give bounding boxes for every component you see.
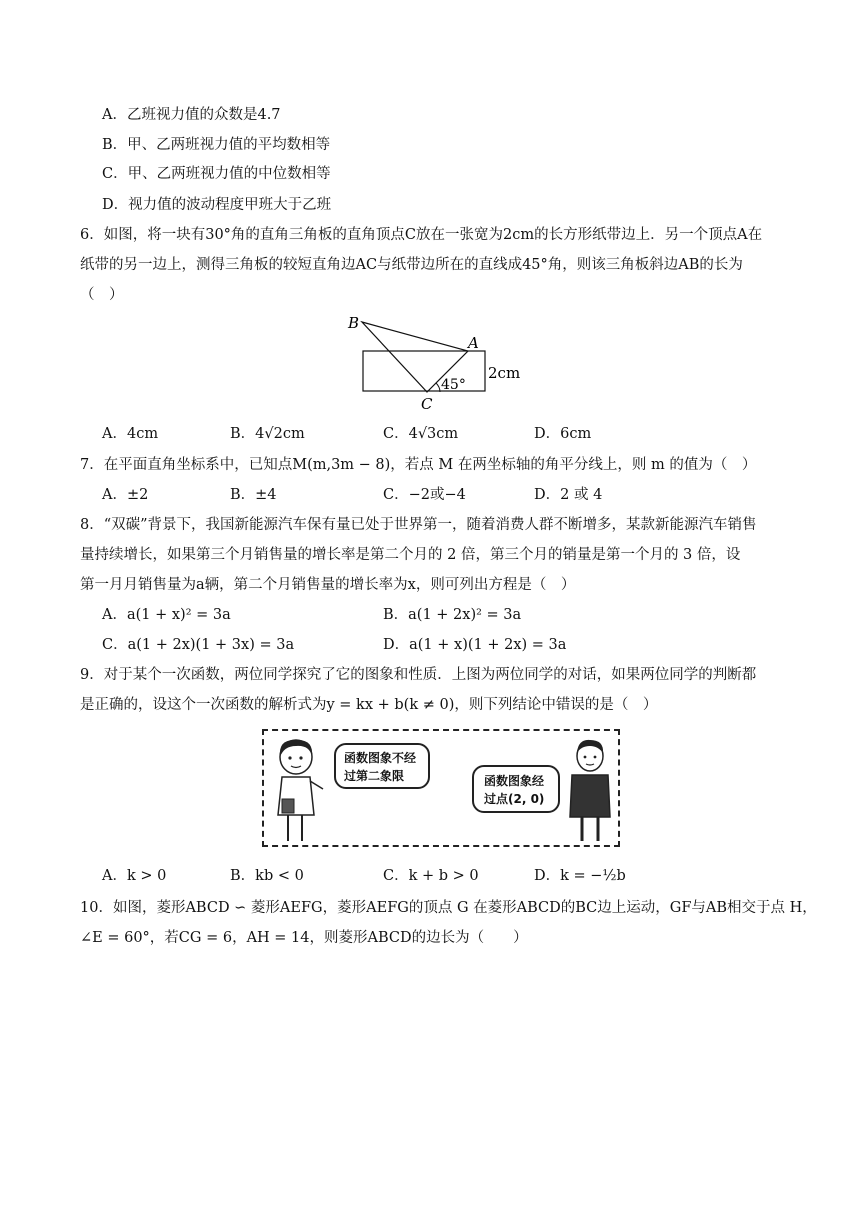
q6-text-line2: 纸带的另一边上，测得三角板的较短直角边AC与纸带边所在的直线成45°角，则该三角板斜边AB的长为 (80, 257, 743, 273)
right-speech-bubble (472, 765, 560, 813)
q6-text-line3: （ ） (80, 287, 124, 303)
q5-option-d: D．视力值的波动程度甲班大于乙班 (102, 197, 332, 213)
q5-option-b: B．甲、乙两班视力值的平均数相等 (102, 137, 331, 153)
q9-option-c: C．k + b > 0 (383, 868, 479, 884)
label-width: 2cm (488, 364, 521, 382)
q6-option-d: D．6cm (534, 426, 592, 442)
q9-option-d: D．k = −½b (534, 868, 626, 884)
q6-option-b: B．4√2cm (230, 426, 305, 442)
q8-option-a: A．a(1 + x)² = 3a (102, 607, 231, 623)
paper-strip (363, 351, 485, 391)
dialogue-cartoon (262, 729, 620, 847)
q6-option-a: A．4cm (102, 426, 159, 442)
q8-option-b: B．a(1 + 2x)² = 3a (383, 607, 522, 623)
q8-text-line3: 第一月月销售量为a辆，第二个月销售量的增长率为x，则可列出方程是（ ） (80, 577, 576, 593)
label-b: B (348, 314, 360, 332)
q5-option-c: C．甲、乙两班视力值的中位数相等 (102, 166, 331, 182)
q8-text-line2: 量持续增长，如果第三个月销售量的增长率是第二个月的 2 倍，第三个月的销量是第一个月的 3 倍，设 (80, 547, 741, 563)
q8-option-c: C．a(1 + 2x)(1 + 3x) = 3a (102, 637, 295, 653)
q7-option-d: D．2 或 4 (534, 487, 603, 503)
left-speech-bubble (334, 743, 430, 789)
q7-text-line1: 7．在平面直角坐标系中，已知点M(m,3m − 8)，若点 M 在两坐标轴的角平分线上，则 m 的值为（ ） (80, 457, 757, 473)
q9-text-line1: 9．对于某个一次函数，两位同学探究了它的图象和性质．上图为两位同学的对话，如果两位同学的判断都 (80, 667, 757, 683)
q8-text-line1: 8．“双碳”背景下，我国新能源汽车保有量已处于世界第一，随着消费人群不断增多，某款新能源汽车销售 (80, 517, 757, 533)
label-c: C (421, 395, 433, 413)
left-bubble-line2: 过第二象限 (344, 769, 405, 783)
label-angle: 45° (441, 377, 466, 393)
q10-text-line1: 10．如图，菱形ABCD ∽ 菱形AEFG，菱形AEFG的顶点 G 在菱形ABCD的BC边上运动，GF与AB相交于点 H， (80, 900, 817, 916)
q9-text-line2: 是正确的，设这个一次函数的解析式为y = kx + b(k ≠ 0)，则下列结论中错误的是（ ） (80, 697, 658, 713)
q6-option-c: C．4√3cm (383, 426, 459, 442)
q8-option-d: D．a(1 + x)(1 + 2x) = 3a (383, 637, 567, 653)
right-bubble-line2: 过点(2, 0) (484, 792, 545, 806)
q7-option-c: C．−2或−4 (383, 487, 466, 503)
q9-option-a: A．k > 0 (102, 868, 167, 884)
student-boy-illustration (564, 737, 616, 845)
q7-option-a: A．±2 (102, 487, 149, 503)
q9-option-b: B．kb < 0 (230, 868, 304, 884)
label-a: A (468, 334, 479, 352)
right-bubble-line1: 函数图象经 (484, 774, 545, 788)
q7-option-b: B．±4 (230, 487, 277, 503)
q10-text-line2: ∠E = 60°，若CG = 6，AH = 14，则菱形ABCD的边长为（ ） (80, 930, 528, 946)
left-bubble-line1: 函数图象不经 (344, 751, 417, 765)
q6-triangle-figure (340, 310, 530, 415)
q5-option-a: A．乙班视力值的众数是4.7 (102, 107, 281, 123)
student-girl-illustration (268, 737, 328, 845)
q6-text-line1: 6．如图，将一块有30°角的直角三角板的直角顶点C放在一张宽为2cm的长方形纸带边上．另一个顶点A在 (80, 227, 763, 243)
